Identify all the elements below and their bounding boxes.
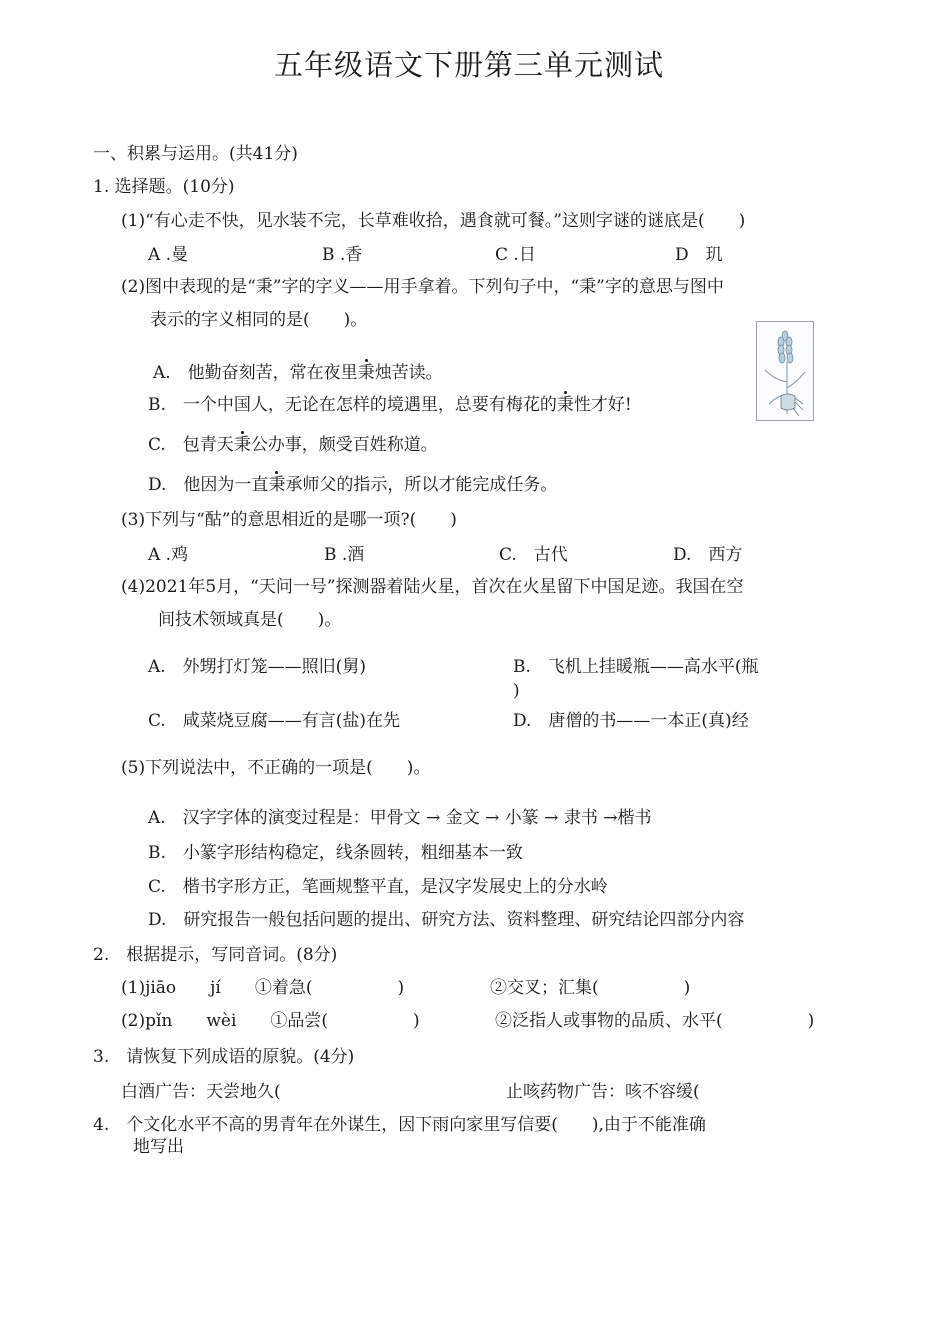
q2-row1-right: ②交叉；汇集( ) <box>490 978 691 998</box>
q1-2-stem-line1: (2)图中表现的是“秉”字的字义——用手拿着。下列句子中，“秉”字的意思与图中 <box>121 277 724 297</box>
q1-2-option-c <box>148 435 438 455</box>
q1-2-option-c-pre: C. 包青天 <box>148 435 234 455</box>
q1-2-option-b-post: 性才好! <box>573 395 632 415</box>
q1-1-stem: (1)“有心走不快，见水装不完，长草难收拾，遇食就可餐。”这则字谜的谜底是( ) <box>121 211 746 231</box>
dotted-char: 秉 <box>357 363 375 383</box>
q1-3-option-d: D. 西方 <box>673 545 743 565</box>
q1-1-option-a: A .曼 <box>148 245 189 265</box>
q1-3-option-a: A .鸡 <box>148 545 189 565</box>
q1-3-option-c: C. 古代 <box>499 545 568 565</box>
q1-4-option-c: C. 咸菜烧豆腐——有言(盐)在先 <box>148 711 401 731</box>
question-4-line1: 4. 个文化水平不高的男青年在外谋生，因下雨向家里写信要( ),由于不能准确 <box>93 1115 706 1135</box>
q1-2-option-b-pre: B. 一个中国人，无论在怎样的境遇里，总要有梅花的 <box>148 395 557 415</box>
q1-4-stem-line1: (4)2021年5月，“天问一号”探测器着陆火星，首次在火星留下中国足迹。我国在空 <box>121 577 744 597</box>
dotted-char: 秉 <box>233 435 251 455</box>
q2-row2-left: (2)pǐn wèi ①品尝( ) <box>121 1011 420 1031</box>
page-title: 五年级语文下册第三单元测试 <box>274 48 665 82</box>
q3-left: 白酒广告：天尝地久( <box>121 1082 281 1102</box>
q1-3-stem: (3)下列与“酤”的意思相近的是哪一项?( ) <box>121 510 457 530</box>
q1-2-option-d-post: 承师父的指示，所以才能完成任务。 <box>285 475 558 495</box>
q1-2-option-a <box>153 363 443 383</box>
q1-1-option-c: C .日 <box>495 245 536 265</box>
q1-2-option-c-post: 公办事，颇受百姓称道。 <box>250 435 438 455</box>
q1-1-option-d: D 玑 <box>675 245 723 265</box>
q1-2-option-a-post: 烛苦读。 <box>374 363 443 383</box>
q1-2-option-b <box>148 395 632 415</box>
q2-row1-left: (1)jiāo jí ①着急( ) <box>121 978 405 998</box>
dotted-char: 秉 <box>556 395 574 415</box>
q1-5-option-d: D. 研究报告一般包括问题的提出、研究方法、资料整理、研究结论四部分内容 <box>148 910 745 930</box>
dotted-char: 秉 <box>268 475 286 495</box>
q1-2-stem-line2: 表示的字义相同的是( )。 <box>150 310 368 330</box>
q1-3-option-b: B .酒 <box>324 545 365 565</box>
question-3-header: 3. 请恢复下列成语的原貌。(4分) <box>93 1047 355 1067</box>
q2-row2-right: ②泛指人或事物的品质、水平( ) <box>495 1011 815 1031</box>
q1-5-option-b: B. 小篆字形结构稳定，线条圆转，粗细基本一致 <box>148 843 523 863</box>
question-1-header: 1. 选择题。(10分) <box>93 177 235 197</box>
q1-4-option-d: D. 唐僧的书——一本正(真)经 <box>513 711 749 731</box>
q3-right: 止咳药物广告：咳不容缓( <box>506 1082 700 1102</box>
q1-5-stem: (5)下列说法中，不正确的一项是( )。 <box>121 758 431 778</box>
wheat-figure <box>756 321 814 421</box>
question-4-line2: 地写出 <box>133 1137 184 1157</box>
q1-4-option-b-close: ) <box>513 681 520 701</box>
q1-4-option-b: B. 飞机上挂暖瓶——高水平(瓶 <box>513 657 759 677</box>
q1-1-option-b: B .香 <box>322 245 363 265</box>
q1-4-option-a: A. 外甥打灯笼——照旧(舅) <box>148 657 366 677</box>
question-2-header: 2. 根据提示，写同音词。(8分) <box>93 945 338 965</box>
q1-2-option-a-pre: A. 他勤奋刻苦，常在夜里 <box>153 363 358 383</box>
q1-2-option-d <box>148 475 557 495</box>
q1-2-option-d-pre: D. 他因为一直 <box>148 475 269 495</box>
q1-5-option-c: C. 楷书字形方正，笔画规整平直，是汉字发展史上的分水岭 <box>148 877 608 897</box>
section-1-heading: 一、积累与运用。(共41分) <box>93 144 298 164</box>
q1-5-option-a: A. 汉字字体的演变过程是：甲骨文 → 金文 → 小篆 → 隶书 →楷书 <box>148 808 652 828</box>
q1-4-stem-line2: 间技术领域真是( )。 <box>158 610 342 630</box>
wheat-stalk-hand-icon <box>757 322 813 420</box>
